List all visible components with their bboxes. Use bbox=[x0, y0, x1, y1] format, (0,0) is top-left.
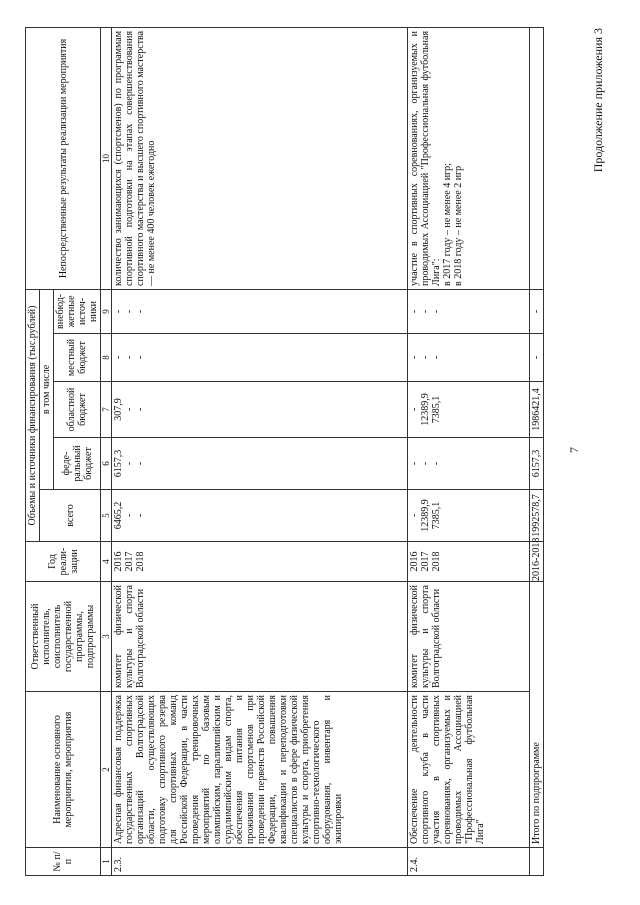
regional-cell bbox=[408, 382, 530, 438]
rotated-page bbox=[25, 20, 615, 880]
years-cell bbox=[112, 542, 408, 582]
federal-cell bbox=[112, 438, 408, 490]
year: 2017 bbox=[420, 551, 431, 572]
year: 2017 bbox=[124, 551, 135, 572]
value: - bbox=[124, 513, 135, 518]
total-total: 1992578,7 bbox=[530, 490, 544, 542]
value: 7385,1 bbox=[431, 501, 442, 530]
extra-cell bbox=[112, 289, 408, 333]
total-label: Итого по подпрограмме bbox=[530, 582, 544, 848]
value: - bbox=[431, 355, 442, 360]
col-number: 7 bbox=[101, 382, 112, 438]
row-number: 2.3. bbox=[112, 848, 408, 876]
header-incl: в том числе bbox=[40, 289, 54, 489]
value: - bbox=[431, 309, 442, 314]
total-regional: 1986421,4 bbox=[530, 382, 544, 438]
col-number: 10 bbox=[101, 27, 112, 289]
value: - bbox=[135, 355, 146, 360]
value: - bbox=[135, 513, 146, 518]
value: - bbox=[135, 407, 146, 412]
value: - bbox=[409, 513, 420, 518]
value: - bbox=[135, 309, 146, 314]
value: - bbox=[431, 461, 442, 466]
header-regional: областной бюджет bbox=[54, 382, 101, 438]
total-years: 2016-2018 bbox=[531, 537, 542, 581]
header-extra: внебюд-жетные источ-ники bbox=[54, 289, 101, 333]
col-number: 8 bbox=[101, 334, 112, 382]
header-name: Наименование основного мероприятия, мероприятия bbox=[26, 692, 101, 848]
measure-name: Адресная финансовая поддержка государственных спортивных организаций Волгоградской области, осуществляющих подготовку спортивного резерва для спортивных команд Российской Федерации, в части проведения тренировочных мероприятий по базовым олимпийским, паралимпийским и сурдлимпийским видам спорта, обеспечения питания и проживания спортсменов при проведении первенств Российской Федерации, повышения квалификации и переподготовки специалистов в сфере физической культуры и спорта, приобретения спортивно-технологического оборудования, инвентаря и экипировки bbox=[112, 692, 408, 848]
local-cell bbox=[408, 334, 530, 382]
row-number: 2.4. bbox=[408, 848, 530, 876]
result-cell bbox=[408, 27, 530, 289]
value: - bbox=[409, 407, 420, 412]
header-executor: Ответственный исполнитель, соисполнитель государственной программы, подпрограммы bbox=[26, 582, 101, 692]
header-num: № п/п bbox=[26, 848, 101, 876]
page-number: 7 bbox=[567, 447, 581, 453]
total-row bbox=[530, 27, 544, 875]
value: - bbox=[409, 461, 420, 466]
header-year: Год реали-зации bbox=[26, 542, 101, 582]
continuation-label: Продолжение приложения 3 bbox=[591, 28, 605, 173]
regional-cell bbox=[112, 382, 408, 438]
total-extra: - bbox=[530, 289, 544, 333]
header-result: Непосредственные результаты реализации мероприятия bbox=[26, 27, 101, 289]
year: 2016 bbox=[409, 551, 420, 572]
value: - bbox=[135, 461, 146, 466]
table-row bbox=[112, 27, 408, 875]
result-text: участие в спортивных соревнованиях, организуемых и проводимых Ассоциацией "Профессиональная футбольная Лига": bbox=[409, 30, 442, 286]
local-cell bbox=[112, 334, 408, 382]
col-number: 6 bbox=[101, 438, 112, 490]
header-federal: феде-ральный бюджет bbox=[54, 438, 101, 490]
value: 12389,9 bbox=[420, 393, 431, 426]
value: - bbox=[124, 355, 135, 360]
result-line: в 2018 году – не менее 2 игр bbox=[453, 165, 464, 286]
total-result-empty bbox=[530, 27, 544, 289]
col-number: 4 bbox=[101, 542, 112, 582]
col-number: 1 bbox=[101, 848, 112, 876]
value: 6157,3 bbox=[113, 449, 124, 478]
executor: комитет физической культуры и спорта Волгоградской области bbox=[408, 582, 530, 692]
result-cell: количество занимающихся (спортсменов) по программам спортивной подготовки на этапах совершенствования спортивного мастерства и высшего спортивного мастерства — не менее 400 человек ежегодно bbox=[112, 27, 408, 289]
year: 2016 bbox=[113, 551, 124, 572]
executor: комитет физической культуры и спорта Волгоградской области bbox=[112, 582, 408, 692]
total-cell bbox=[112, 490, 408, 542]
extra-cell bbox=[408, 289, 530, 333]
value: 7385,1 bbox=[431, 395, 442, 424]
total-local: - bbox=[530, 334, 544, 382]
value: - bbox=[113, 309, 124, 314]
measure-name: Обеспечение деятельности спортивного клуба в части участия в спортивных соревнованиях, организуемых и проводимых Ассоциацией "Профессиональная футбольная Лига" bbox=[408, 692, 530, 848]
value: 307,9 bbox=[113, 398, 124, 421]
value: - bbox=[124, 407, 135, 412]
value: 12389,9 bbox=[420, 499, 431, 532]
value: - bbox=[420, 355, 431, 360]
value: 6465,2 bbox=[113, 501, 124, 530]
total-cell bbox=[408, 490, 530, 542]
value: - bbox=[420, 309, 431, 314]
table-row bbox=[408, 27, 530, 875]
total-empty bbox=[530, 848, 544, 876]
value: - bbox=[124, 309, 135, 314]
header-local: местный бюджет bbox=[54, 334, 101, 382]
header-funding: Объемы и источники финансирования (тыс.рублей) bbox=[26, 289, 40, 541]
value: - bbox=[113, 355, 124, 360]
year: 2018 bbox=[135, 551, 146, 572]
value: - bbox=[409, 355, 420, 360]
funding-table bbox=[25, 27, 544, 876]
total-federal: 6157,3 bbox=[530, 438, 544, 490]
col-number: 9 bbox=[101, 289, 112, 333]
year: 2018 bbox=[431, 551, 442, 572]
col-number: 5 bbox=[101, 490, 112, 542]
federal-cell bbox=[408, 438, 530, 490]
header-total: всего bbox=[40, 490, 101, 542]
col-number: 2 bbox=[101, 692, 112, 848]
value: - bbox=[124, 461, 135, 466]
years-cell bbox=[408, 542, 530, 582]
column-number-row bbox=[101, 27, 112, 875]
col-number: 3 bbox=[101, 582, 112, 692]
value: - bbox=[420, 461, 431, 466]
result-line: в 2017 году – не менее 4 игр; bbox=[442, 163, 453, 286]
value: - bbox=[409, 309, 420, 314]
